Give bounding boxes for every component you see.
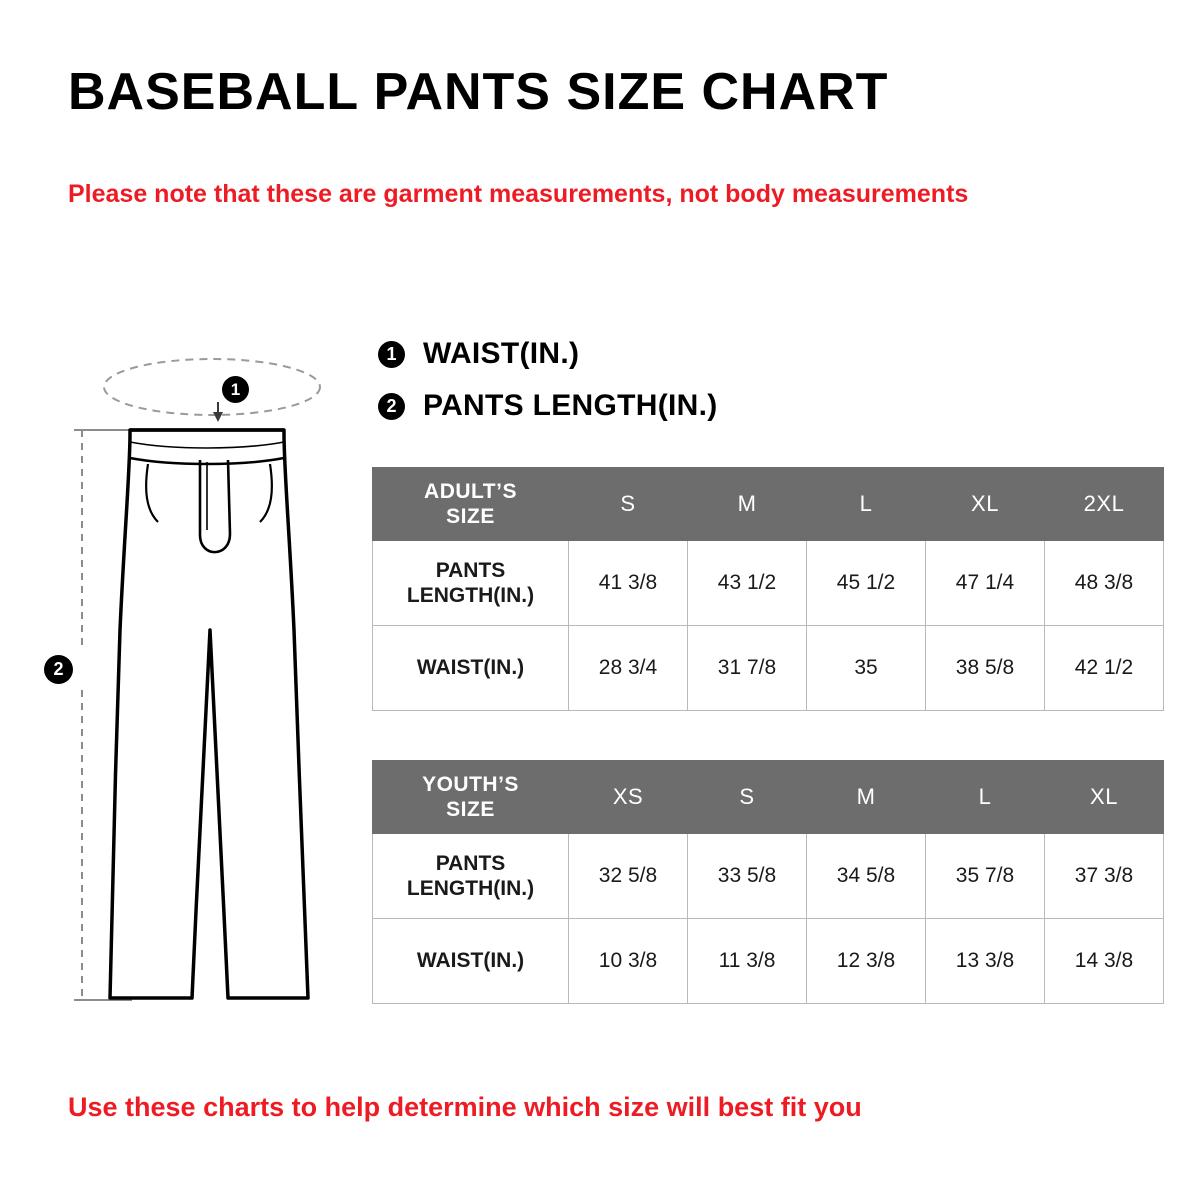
- measurement-legend: [378, 332, 718, 436]
- diagram-marker-length: 2: [44, 655, 73, 684]
- youth-size-table: [372, 760, 1164, 1004]
- youth-col-xs: XS: [569, 761, 688, 834]
- adult-row-label-length: [373, 541, 569, 626]
- legend-badge-2: 2: [378, 393, 405, 420]
- page-title: BASEBALL PANTS SIZE CHART: [68, 63, 889, 121]
- adult-length-l: 45 1/2: [807, 541, 926, 626]
- youth-waist-s: 11 3/8: [688, 919, 807, 1004]
- youth-header-line1: YOUTH’S: [422, 772, 519, 796]
- youth-col-m: M: [807, 761, 926, 834]
- youth-waist-l: 13 3/8: [926, 919, 1045, 1004]
- adult-header-line2: SIZE: [446, 505, 495, 528]
- youth-length-l: 35 7/8: [926, 834, 1045, 919]
- adult-waist-2xl: 42 1/2: [1045, 626, 1164, 711]
- legend-item-waist: [378, 332, 718, 376]
- adult-length-xl: 47 1/4: [926, 541, 1045, 626]
- adult-length-m: 43 1/2: [688, 541, 807, 626]
- adult-waist-l: 35: [807, 626, 926, 711]
- pants-diagram-svg: [52, 330, 362, 1020]
- pants-diagram: [52, 330, 362, 1020]
- adult-length-s: 41 3/8: [569, 541, 688, 626]
- youth-header-line2: SIZE: [446, 798, 495, 821]
- table-row: [373, 919, 1164, 1004]
- youth-row-length-line1: PANTS: [435, 851, 506, 875]
- youth-length-s: 33 5/8: [688, 834, 807, 919]
- youth-row-label-waist: WAIST(IN.): [373, 919, 569, 1004]
- adult-row-label-waist: WAIST(IN.): [373, 626, 569, 711]
- pants-outline: [110, 430, 308, 998]
- legend-label-waist: WAIST(IN.): [423, 337, 580, 370]
- youth-length-xs: 32 5/8: [569, 834, 688, 919]
- adult-table-header-label: [373, 468, 569, 541]
- youth-col-s: S: [688, 761, 807, 834]
- legend-item-length: [378, 384, 718, 428]
- youth-table-header-row: [373, 761, 1164, 834]
- adult-col-m: M: [688, 468, 807, 541]
- table-row: [373, 626, 1164, 711]
- youth-length-xl: 37 3/8: [1045, 834, 1164, 919]
- adult-col-s: S: [569, 468, 688, 541]
- adult-col-xl: XL: [926, 468, 1045, 541]
- adult-table-header-row: [373, 468, 1164, 541]
- table-row: [373, 541, 1164, 626]
- youth-row-length-line2: LENGTH(IN.): [406, 877, 535, 900]
- legend-label-length: PANTS LENGTH(IN.): [423, 389, 718, 422]
- youth-table-header-label: [373, 761, 569, 834]
- adult-waist-s: 28 3/4: [569, 626, 688, 711]
- youth-row-label-length: [373, 834, 569, 919]
- table-row: [373, 834, 1164, 919]
- youth-waist-m: 12 3/8: [807, 919, 926, 1004]
- youth-waist-xl: 14 3/8: [1045, 919, 1164, 1004]
- adult-col-2xl: 2XL: [1045, 468, 1164, 541]
- diagram-marker-waist: 1: [222, 376, 249, 403]
- youth-waist-xs: 10 3/8: [569, 919, 688, 1004]
- adult-size-table: [372, 467, 1164, 711]
- legend-badge-1: 1: [378, 341, 405, 368]
- fit-note: Use these charts to help determine which size will best fit you: [68, 1092, 862, 1122]
- adult-row-length-line2: LENGTH(IN.): [406, 584, 535, 607]
- adult-length-2xl: 48 3/8: [1045, 541, 1164, 626]
- youth-col-xl: XL: [1045, 761, 1164, 834]
- measurement-note: Please note that these are garment measurements, not body measurements: [68, 180, 969, 208]
- waist-ellipse-icon: [104, 359, 320, 415]
- adult-waist-m: 31 7/8: [688, 626, 807, 711]
- adult-waist-xl: 38 5/8: [926, 626, 1045, 711]
- adult-col-l: L: [807, 468, 926, 541]
- adult-row-length-line1: PANTS: [435, 558, 506, 582]
- youth-col-l: L: [926, 761, 1045, 834]
- adult-header-line1: ADULT’S: [424, 479, 517, 503]
- youth-length-m: 34 5/8: [807, 834, 926, 919]
